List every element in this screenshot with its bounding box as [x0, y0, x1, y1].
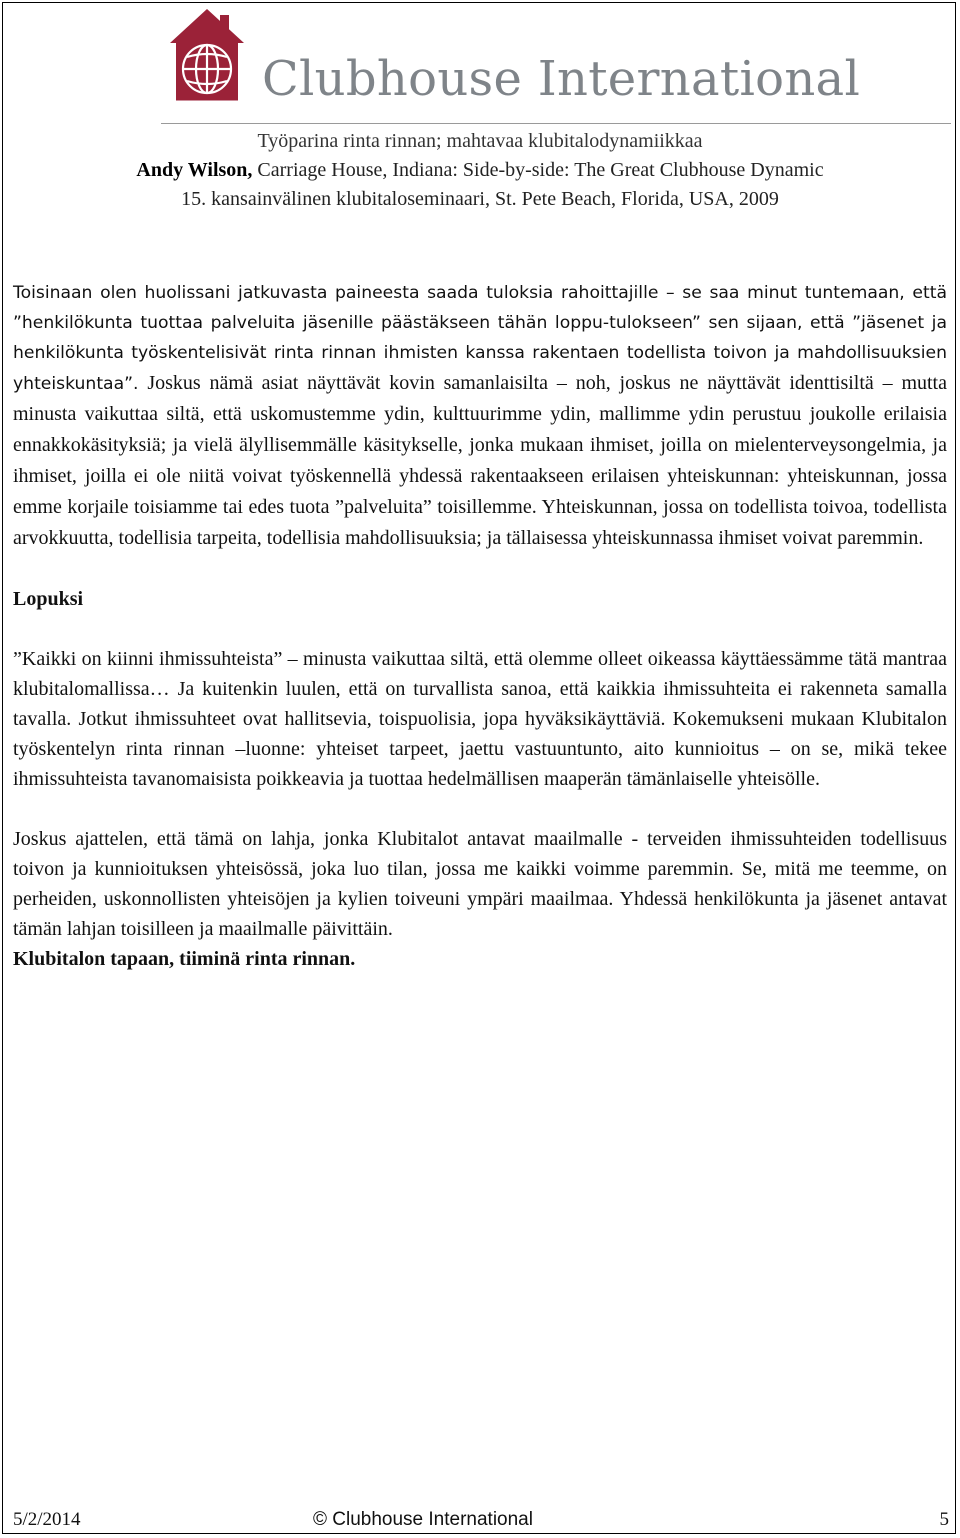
footer-copyright: © Clubhouse International — [313, 1509, 533, 1530]
paragraph-3: Joskus ajattelen, että tämä on lahja, jonka Klubitalot antavat maailmalle - terveiden ihmissuhteiden todellisuus toivon ja kunnioituksen yhteisössä, joka luo tilan, jossa me kaikki voimme paremmin. Se, mitä me teemme, on perheiden, uskonnollisten yhteisöjen ja kylien toiveuni ympäri maailmaa. Yhdessä henkilökunta ja jäsenet antavat tämän lahjan toisilleen ja maailmalle päivittäin. — [13, 828, 947, 940]
paragraph-1-serif: Joskus nämä asiat näyttävät kovin samanlaisilta – noh, joskus ne näyttävät identtisiltä – mutta minusta vaikuttaa siltä, että uskomustemme ydin, kulttuurimme ydin, mallimme ydin perustuu joukolle erilaisia ennakkokäsityksiä; ja vielä älyllisemmälle käsitykselle, jonka mukaan ihmiset, joilla on mielenterveysongelmia, ja ihmiset, joilla ei ole niitä voivat työskennellä yhdessä rakentaakseen erilaisen yhteiskunnan: yhteiskunnan, jossa emme korjaile toisiamme tai edes tuota ”palveluita” toisillemme. Yhteiskunnan, jossa on todellista toivoa, todellista arvokkuutta, todellisia tarpeita, todellisia mahdollisuuksia; ja tällaisessa yhteiskunnassa ihmiset voivat paremmin. — [13, 372, 947, 549]
document-title: Työparina rinta rinnan; mahtavaa klubitalodynamiikkaa — [257, 130, 703, 152]
author-name: Andy Wilson, — [136, 159, 253, 181]
page-footer — [13, 1507, 949, 1533]
author-line — [3, 156, 957, 185]
page-number: 5 — [939, 1509, 949, 1530]
author-details: Carriage House, Indiana: Side-by-side: The Great Clubhouse Dynamic — [252, 159, 824, 181]
clubhouse-logo — [168, 7, 960, 119]
section-heading: Lopuksi — [13, 588, 84, 610]
event-line: 15. kansainvälinen klubitaloseminaari, St. Pete Beach, Florida, USA, 2009 — [181, 188, 779, 210]
document-header — [3, 127, 957, 214]
house-globe-icon — [168, 7, 246, 103]
document-body — [13, 278, 947, 974]
document-page — [2, 2, 956, 1534]
closing-line: Klubitalon tapaan, tiiminä rinta rinnan. — [13, 948, 356, 970]
paragraph-2: ”Kaikki on kiinni ihmissuhteista” – minusta vaikuttaa siltä, että olemme olleet oikeassa käyttäessämme tätä mantraa klubitalomallissa… Ja kuitenkin luulen, että on turvallista sanoa, että kaikkia ihmissuhteita ei rakenneta samalla tavalla. Jotkut ihmissuhteet ovat hallitsevia, toispuolisia, jopa hyväksikäyttäviä. Kokemukseni mukaan Klubitalon työskentelyn rinta rinnan –luonne: yhteiset tarpeet, jaettu vastuuntunto, aito kunnioitus – on se, mikä tekee ihmissuhteista tavanomaisista poikkeavia ja tuottaa hedelmällisen maaperän tämänlaiselle yhteisölle. — [13, 648, 947, 790]
brand-name: Clubhouse International — [262, 51, 861, 107]
footer-date: 5/2/2014 — [13, 1509, 81, 1530]
paragraph-1 — [13, 278, 947, 554]
paragraph-1-sans: Toisinaan olen huolissani jatkuvasta paineesta saada tuloksia rahoittajille – se saa minut tuntemaan, että ”henkilökunta tuottaa palveluita jäsenille päästäkseen tähän loppu-tulokseen” sen sijaan, että ”jäsenet ja henkilökunta työskentelisivät rinta rinnan ihmisten kanssa rakentaen todellista toivon ja mahdollisuuksien yhteiskuntaa”. — [13, 283, 947, 394]
header-divider — [161, 123, 951, 124]
